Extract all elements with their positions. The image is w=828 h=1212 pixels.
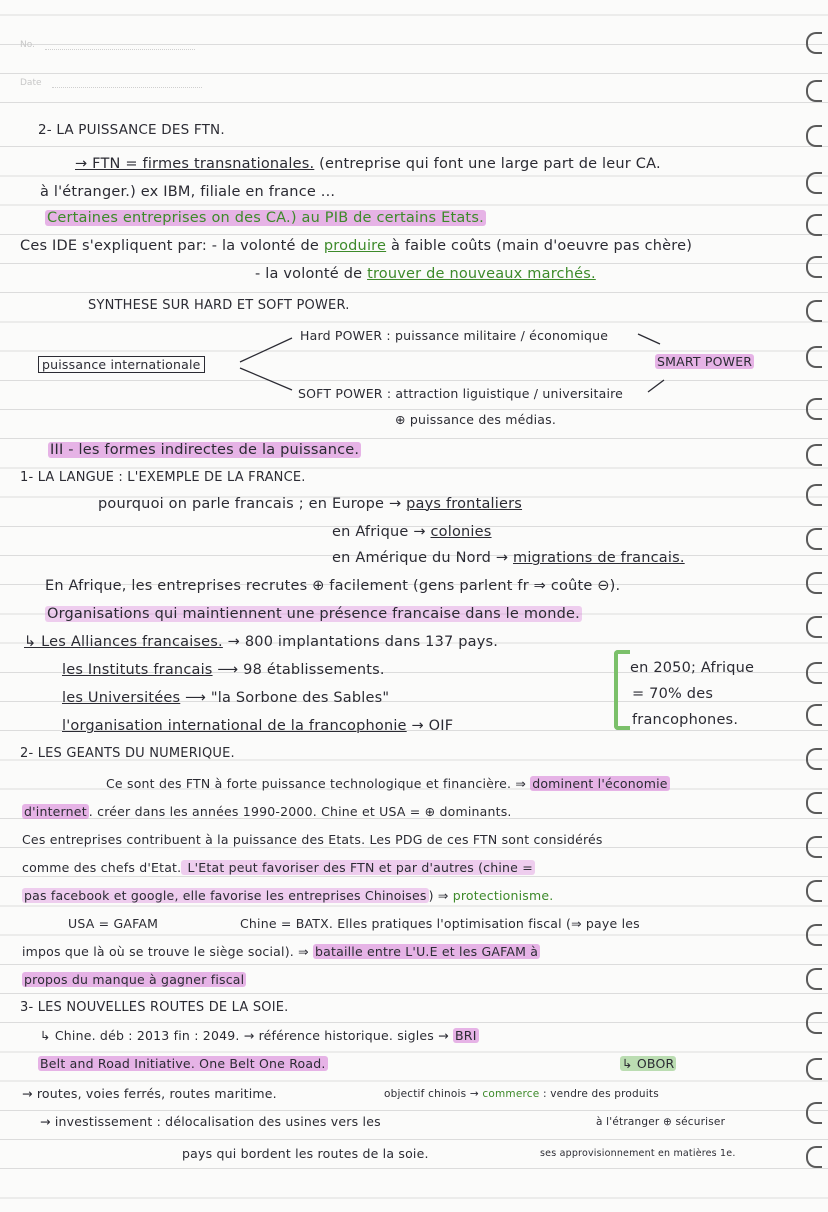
arrow-to-hard [240,338,292,362]
underlined-text: les Universitées [62,690,181,706]
highlighted-text: Organisations qui maintiennent une présence francaise dans le monde. [47,606,580,622]
digital-definition: Ce sont des FTN à forte puissance technologique et financière. ⇒ [106,776,527,791]
silk-road-dates: ↳ Chine. déb : 2013 fin : 2049. → référence historique. sigles → [40,1028,454,1043]
ftn-explanation: (entreprise qui font une large part de leur CA. [319,156,661,172]
note-line: Chine = BATX. Elles pratiques l'optimisation fiscal (⇒ paye les [240,916,640,931]
note-line: En Afrique, les entreprises recrutes ⊕ facilement (gens parlent fr ⇒ coûte ⊖). [45,578,621,594]
soft-power-line: SOFT POWER : attraction liguistique / universitaire [298,386,624,401]
underlined-text: ↳ Les Alliances francaises. [24,634,223,650]
green-keyword: commerce [482,1088,540,1100]
note-line: → routes, voies ferrés, routes maritime. [22,1086,277,1101]
highlighted-text: ↳ OBOR [622,1056,675,1071]
note-line: Ces entreprises contribuent à la puissance des Etats. Les PDG de ces FTN sont considérés [22,832,603,847]
section-heading-text: III - les formes indirectes de la puissance. [50,442,360,458]
ide-explanation-end: à faible coûts (main d'oeuvre pas chère) [390,238,693,254]
highlighted-text: Belt and Road Initiative. One Belt One Road. [40,1056,326,1071]
arrow-to-soft [240,368,292,390]
highlighted-text: pas facebook et google, elle favorise les entreprises Chinoises [24,888,427,903]
oif-detail: → OIF [406,718,454,734]
tax-explanation: impos que là où se trouve le siège social). ⇒ [22,944,313,959]
side-note-line: = 70% des [632,686,714,702]
synthesis-heading: SYNTHESE SUR HARD ET SOFT POWER. [88,298,350,313]
highlighted-text: dominent l'économie [532,776,668,791]
subsection-heading-silk-road: 3- LES NOUVELLES ROUTES DE LA SOIE. [20,1000,289,1015]
hard-power-line: Hard POWER : puissance militaire / économique [300,328,609,343]
green-keyword: produire [323,238,387,254]
highlighted-text: L'Etat peut favoriser des FTN et par d'autres (chine = [183,860,533,875]
underlined-text: les Instituts francais [62,662,213,678]
highlighted-text: propos du manque à gagner fiscal [24,972,245,987]
side-note-line: francophones. [632,712,739,728]
subsection-heading-digital: 2- LES GEANTS DU NUMERIQUE. [20,746,235,761]
note-line: à l'étranger.) ex IBM, filiale en france ... [40,184,336,200]
power-box: puissance internationale [38,356,205,373]
arrow-to-smart-bottom [648,380,664,392]
note-line: → investissement : délocalisation des usines vers les [40,1114,381,1129]
underlined-text: l'organisation international de la francophonie [62,718,407,734]
highlighted-text: d'internet [24,804,87,819]
language-africa: en Afrique → [332,524,431,540]
underlined-text: pays frontaliers [406,496,523,512]
language-america: en Amérique du Nord → [332,550,513,566]
green-keyword: protectionisme. [452,888,554,903]
highlighted-text: BRI [455,1028,477,1043]
highlighted-text: Certaines entreprises on des CA.) au PIB de certains Etats. [47,210,484,226]
green-keyword: trouver de nouveaux marchés. [367,266,596,282]
note-line: à l'étranger ⊕ sécuriser [596,1116,726,1128]
instituts-detail: ⟶ 98 établissements. [212,662,385,678]
arrow-text: ) ⇒ [428,888,453,903]
note-line: pays qui bordent les routes de la soie. [182,1146,429,1161]
underlined-text: colonies [430,524,492,540]
objective-detail: : vendre des produits [539,1088,659,1100]
note-line: ses approvisionnement en matières 1e. [540,1148,736,1159]
underlined-text: migrations de francais. [513,550,685,566]
ide-explanation: Ces IDE s'expliquent par: - la volonté de [20,238,320,254]
arrow-to-smart-top [638,334,660,344]
smart-power-text: SMART POWER [657,354,753,369]
language-question: pourquoi on parle francais ; en Europe → [98,496,407,512]
number-label: No. [20,40,35,50]
highlighted-text: bataille entre L'U.E et les GAFAM à [314,944,539,959]
subsection-heading-language: 1- LA LANGUE : L'EXEMPLE DE LA FRANCE. [20,470,306,485]
note-line: USA = GAFAM [68,916,159,931]
side-note-line: en 2050; Afrique [630,660,755,676]
soft-power-media: ⊕ puissance des médias. [395,412,557,427]
section-heading-ftn: 2- LA PUISSANCE DES FTN. [38,122,225,138]
date-label: Date [20,78,42,88]
ceo-comparison: comme des chefs d'Etat. [22,860,182,875]
alliances-detail: → 800 implantations dans 137 pays. [222,634,499,650]
ftn-definition: → FTN = firmes transnationales. [75,156,315,172]
chinese-objective: objectif chinois → [384,1088,483,1100]
digital-dates: . créer dans les années 1990-2000. Chine et USA = ⊕ dominants. [88,804,512,819]
ide-reason: - la volonté de [255,266,363,282]
universites-detail: ⟶ "la Sorbone des Sables" [180,690,390,706]
